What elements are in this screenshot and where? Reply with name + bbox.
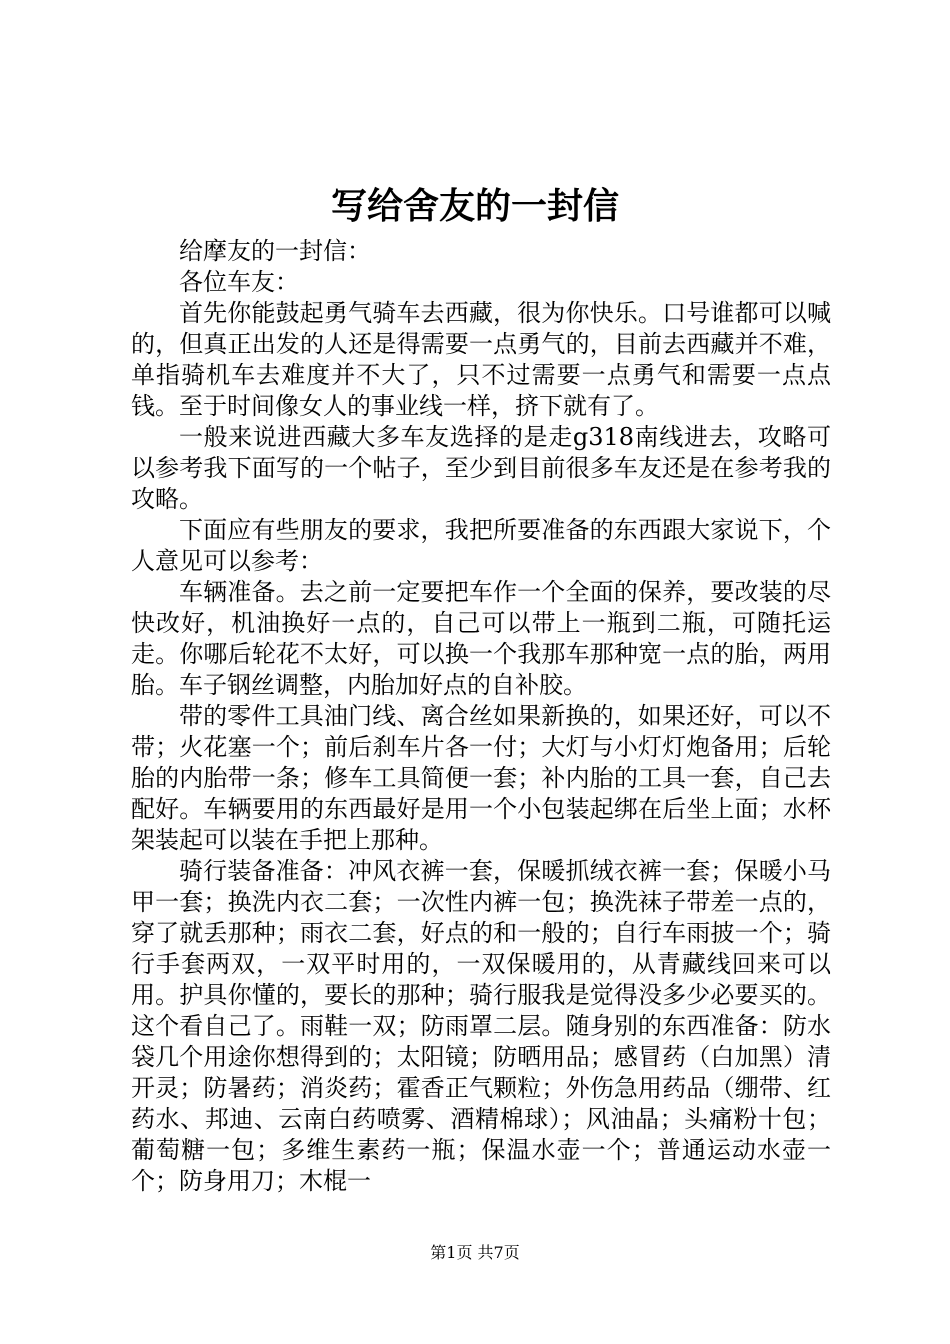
paragraph-parts-tools: 带的零件工具油门线、离合丝如果新换的，如果还好，可以不带；火花塞一个；前后刹车片各一付；大灯与小灯灯炮备用；后轮胎的内胎带一条；修车工具简便一套；补内胎的工具一套，自己去配好。车辆要用的东西最好是用一个小包装起绑在后坐上面；水杯架装起可以装在手把上那种。 <box>131 702 831 854</box>
paragraph-intro: 首先你能鼓起勇气骑车去西藏，很为你快乐。口号谁都可以喊的，但真正出发的人还是得需要一点勇气的，目前去西藏并不难，单指骑机车去难度并不大了，只不过需要一点勇气和需要一点点钱。至于时间像女人的事业线一样，挤下就有了。 <box>131 299 831 420</box>
paragraph-vehicle-prep: 车辆准备。去之前一定要把车作一个全面的保养，要改装的尽快改好，机油换好一点的，自己可以带上一瓶到二瓶，可随托运走。你哪后轮花不太好，可以换一个我那车那种宽一点的胎，两用胎。车子钢丝调整，内胎加好点的自补胶。 <box>131 578 831 699</box>
paragraph-route: 一般来说进西藏大多车友选择的是走g318南线进去，攻略可以参考我下面写的一个帖子，至少到目前很多车友还是在参考我的攻略。 <box>131 423 831 513</box>
paragraph-salutation-title: 给摩友的一封信： <box>179 237 371 265</box>
document-title: 写给舍友的一封信 <box>330 185 619 227</box>
page-footer: 第1页 共7页 <box>430 1243 520 1262</box>
document-body <box>131 236 831 1197</box>
paragraph-preparation-intro: 下面应有些朋友的要求，我把所要准备的东西跟大家说下，个人意见可以参考： <box>131 516 831 575</box>
paragraph-salutation: 各位车友： <box>179 268 299 296</box>
paragraph-riding-gear: 骑行装备准备：冲风衣裤一套，保暖抓绒衣裤一套；保暖小马甲一套；换洗内衣二套；一次性内裤一包；换洗袜子带差一点的，穿了就丢那种；雨衣二套，好点的和一般的；自行车雨披一个；骑行手套两双，一双平时用的，一双保暖用的，从青藏线回来可以用。护具你懂的，要长的那种；骑行服我是觉得没多少必要买的。这个看自己了。雨鞋一双；防雨罩二层。随身别的东西准备：防水袋几个用途你想得到的；太阳镜；防晒用品；感冒药（白加黑）清开灵；防暑药；消炎药；霍香正气颗粒；外伤急用药品（绷带、红药水、邦迪、云南白药喷雾、酒精棉球）；风油晶；头痛粉十包；葡萄糖一包；多维生素药一瓶；保温水壶一个；普通运动水壶一个；防身用刀；木棍一 <box>131 857 831 1195</box>
